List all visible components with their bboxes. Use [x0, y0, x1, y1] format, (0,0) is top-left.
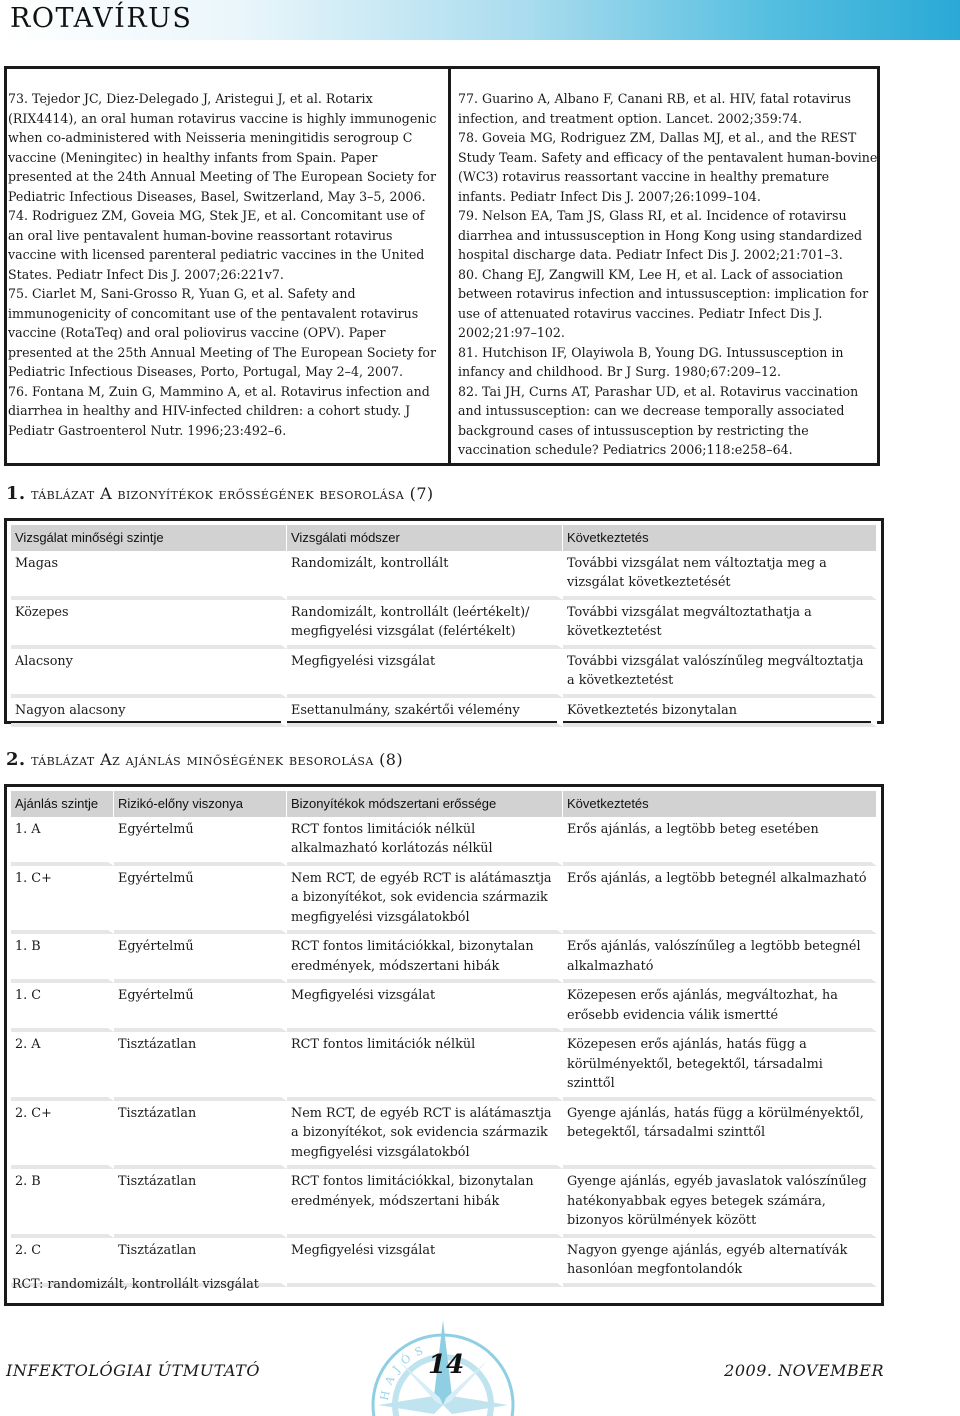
- table-cell: Erős ajánlás, a legtöbb betegnél alkalmazható: [563, 866, 877, 935]
- table-cell: Közepesen erős ajánlás, hatás függ a körülményektől, betegektől, társadalmi szinttől: [563, 1032, 877, 1101]
- table-cell: 2. C: [11, 1238, 114, 1287]
- table-cell: Tisztázatlan: [114, 1101, 287, 1170]
- table-row: [11, 866, 877, 935]
- table-cell: Tisztázatlan: [114, 1238, 287, 1287]
- table-row: [11, 934, 877, 983]
- page-number: 14: [428, 1350, 465, 1380]
- table1: [11, 525, 877, 727]
- table-cell: Gyenge ajánlás, egyéb javaslatok valószínűleg hatékonyabbak egyes betegek számára, bizonyos körülmények között: [563, 1169, 877, 1238]
- table-cell: Megfigyelési vizsgálat: [287, 1238, 563, 1287]
- table-column-header: Vizsgálati módszer: [287, 525, 563, 551]
- table2-box: [4, 784, 884, 1306]
- table1-title-text: táblázat A bizonyítékok erősségének besorolása (7): [31, 484, 434, 503]
- table-cell: Egyértelmű: [114, 817, 287, 866]
- table-row: [11, 1032, 877, 1101]
- table-cell: 1. A: [11, 817, 114, 866]
- page-header-title: ROTAVÍRUS: [10, 3, 193, 34]
- table2-body: [11, 817, 877, 1287]
- table-row: [11, 698, 877, 728]
- table-cell: Esettanulmány, szakértői vélemény: [287, 698, 563, 728]
- references-left-column: [8, 89, 439, 440]
- table-cell: Erős ajánlás, a legtöbb beteg esetében: [563, 817, 877, 866]
- reference-item: 79. Nelson EA, Tam JS, Glass RI, et al. Incidence of rotavirsu diarrhea and intussusception in Hong Kong using standardized hospital discharge data. Pediatr Infect Dis J. 2002;21:701–3.: [458, 208, 863, 262]
- table-column-header: Következtetés: [563, 525, 877, 551]
- reference-item: 77. Guarino A, Albano F, Canani RB, et al. HIV, fatal rotavirus infection, and treatment option. Lancet. 2002;359:74.: [458, 91, 851, 126]
- table1-body: [11, 551, 877, 728]
- table-cell: Randomizált, kontrollált: [287, 551, 563, 600]
- table-cell: Közepes: [11, 600, 287, 649]
- table-cell: 2. A: [11, 1032, 114, 1101]
- table-row: [11, 1101, 877, 1170]
- svg-text:HAJÓS: [378, 1342, 431, 1402]
- table1-box: [4, 518, 884, 724]
- table-row: [11, 817, 877, 866]
- table-row: [11, 1169, 877, 1238]
- table-column-header: Következtetés: [563, 791, 877, 817]
- table-cell: 1. C: [11, 983, 114, 1032]
- table-cell: Magas: [11, 551, 287, 600]
- table-column-header: Rizikó-előny viszonya: [114, 791, 287, 817]
- table-row: [11, 649, 877, 698]
- table-cell: RCT fontos limitációkkal, bizonytalan eredmények, módszertani hibák: [287, 1169, 563, 1238]
- table-cell: 1. C+: [11, 866, 114, 935]
- table-row: [11, 983, 877, 1032]
- reference-item: 74. Rodriguez ZM, Goveia MG, Stek JE, et al. Concomitant use of an oral live pentavalent human-bovine reassortant rotavirus vaccine with licensed parenteral pediatric vaccines in the United States. Pediatr Infect Dis J. 2007;26:221v7.: [8, 208, 425, 282]
- table-cell: Nagyon gyenge ajánlás, egyéb alternatívák hasonlóan megfontolandók: [563, 1238, 877, 1287]
- table-cell: Egyértelmű: [114, 983, 287, 1032]
- table-column-header: Bizonyítékok módszertani erőssége: [287, 791, 563, 817]
- footer-date: 2009. NOVEMBER: [724, 1361, 884, 1380]
- table2-header-row: [11, 791, 877, 817]
- reference-item: 78. Goveia MG, Rodriguez ZM, Dallas MJ, et al., and the REST Study Team. Safety and efficacy of the pentavalent human-bovine (WC3) rotavirus reassortant vaccine in healthy premature infants. Pediatr Infect Dis J. 2007;26:1099–104.: [458, 130, 878, 204]
- table-cell: Alacsony: [11, 649, 287, 698]
- table2-number: 2.: [6, 749, 26, 770]
- table-cell: Randomizált, kontrollált (leértékelt)/ megfigyelési vizsgálat (felértékelt): [287, 600, 563, 649]
- references-box: [4, 66, 880, 466]
- table-cell: Erős ajánlás, valószínűleg a legtöbb betegnél alkalmazható: [563, 934, 877, 983]
- table-cell: További vizsgálat megváltoztathatja a következtetést: [563, 600, 877, 649]
- reference-item: 81. Hutchison IF, Olayiwola B, Young DG. Intussusception in infancy and childhood. Br J Surg. 1980;67:209–12.: [458, 344, 844, 379]
- table-cell: További vizsgálat nem változtatja meg a vizsgálat következtetését: [563, 551, 877, 600]
- reference-item: 76. Fontana M, Zuin G, Mammino A, et al. Rotavirus infection and diarrhea in healthy and HIV-infected children: a cohort study. J Pediatr Gastroenterol Nutr. 1996;23:492–6.: [8, 383, 430, 438]
- table-cell: Egyértelmű: [114, 866, 287, 935]
- table-cell: Közepesen erős ajánlás, megváltozhat, ha erősebb evidencia válik ismertté: [563, 983, 877, 1032]
- reference-item: 80. Chang EJ, Zangwill KM, Lee H, et al. Lack of association between rotavirus infection and intussusception: implication for use of attenuated rotavirus vaccines. Pediatr Infect Dis J. 2002;21:97–102.: [458, 266, 869, 340]
- table-cell: Gyenge ajánlás, hatás függ a körülményektől, betegektől, társadalmi szinttől: [563, 1101, 877, 1170]
- table1-title: [6, 483, 434, 504]
- compass-text: HAJÓS: [377, 1341, 431, 1402]
- table-cell: RCT fontos limitációkkal, bizonytalan eredmények, módszertani hibák: [287, 934, 563, 983]
- table-cell: 2. C+: [11, 1101, 114, 1170]
- table-cell: Következtetés bizonytalan: [563, 698, 877, 728]
- table-cell: 1. B: [11, 934, 114, 983]
- table-cell: RCT fontos limitációk nélkül alkalmazható korlátozás nélkül: [287, 817, 563, 866]
- table-row: [11, 600, 877, 649]
- references-column-divider: [448, 69, 451, 463]
- table-column-header: Vizsgálat minőségi szintje: [11, 525, 287, 551]
- reference-item: 82. Tai JH, Curns AT, Parashar UD, et al. Rotavirus vaccination and intussusception: can we decrease temporally associated background cases of intussusception by restricting the vaccination schedule? Pediatrics 2006;118:e258–64.: [458, 383, 859, 457]
- table-column-header: Ajánlás szintje: [11, 791, 114, 817]
- table2: [11, 791, 877, 1287]
- table-cell: Tisztázatlan: [114, 1032, 287, 1101]
- references-right-column: [458, 89, 878, 460]
- table-cell: RCT fontos limitációk nélkül: [287, 1032, 563, 1101]
- table1-number: 1.: [6, 483, 26, 504]
- table2-title-text: táblázat Az ajánlás minőségének besorolása (8): [31, 750, 404, 769]
- table-cell: További vizsgálat valószínűleg megváltoztatja a következtetést: [563, 649, 877, 698]
- table-row: [11, 551, 877, 600]
- reference-item: 73. Tejedor JC, Diez-Delegado J, Aristegui J, et al. Rotarix (RIX4414), an oral human rotavirus vaccine is highly immunogenic when co-administered with Neisseria meningitidis serogroup C vaccine (Meningitec) in healthy infants from Spain. Paper presented at the 24th Annual Meeting of The European Society for Pediatric Infectious Diseases, Basel, Switzerland, May 3–5, 2006.: [8, 91, 437, 204]
- table-cell: Nem RCT, de egyéb RCT is alátámasztja a bizonyítékot, sok evidencia származik megfigyelési vizsgálatokból: [287, 866, 563, 935]
- footer-publication-name: INFEKTOLÓGIAI ÚTMUTATÓ: [6, 1361, 260, 1380]
- table-cell: Nem RCT, de egyéb RCT is alátámasztja a bizonyítékot, sok evidencia származik megfigyelési vizsgálatokból: [287, 1101, 563, 1170]
- reference-item: 75. Ciarlet M, Sani-Grosso R, Yuan G, et al. Safety and immunogenicity of concomitant use of the pentavalent rotavirus vaccine (RotaTeq) and oral poliovirus vaccine (OPV). Paper presented at the 25th Annual Meeting of The European Society for Pediatric Infectious Diseases, Porto, Portugal, May 2–4, 2007.: [8, 286, 437, 379]
- table1-header-row: [11, 525, 877, 551]
- table-cell: 2. B: [11, 1169, 114, 1238]
- table-cell: Nagyon alacsony: [11, 698, 287, 728]
- table-cell: Tisztázatlan: [114, 1169, 287, 1238]
- table-cell: Egyértelmű: [114, 934, 287, 983]
- table2-footnote: RCT: randomizált, kontrollált vizsgálat: [12, 1276, 259, 1291]
- table2-title: [6, 749, 403, 770]
- table-cell: Megfigyelési vizsgálat: [287, 983, 563, 1032]
- table-cell: Megfigyelési vizsgálat: [287, 649, 563, 698]
